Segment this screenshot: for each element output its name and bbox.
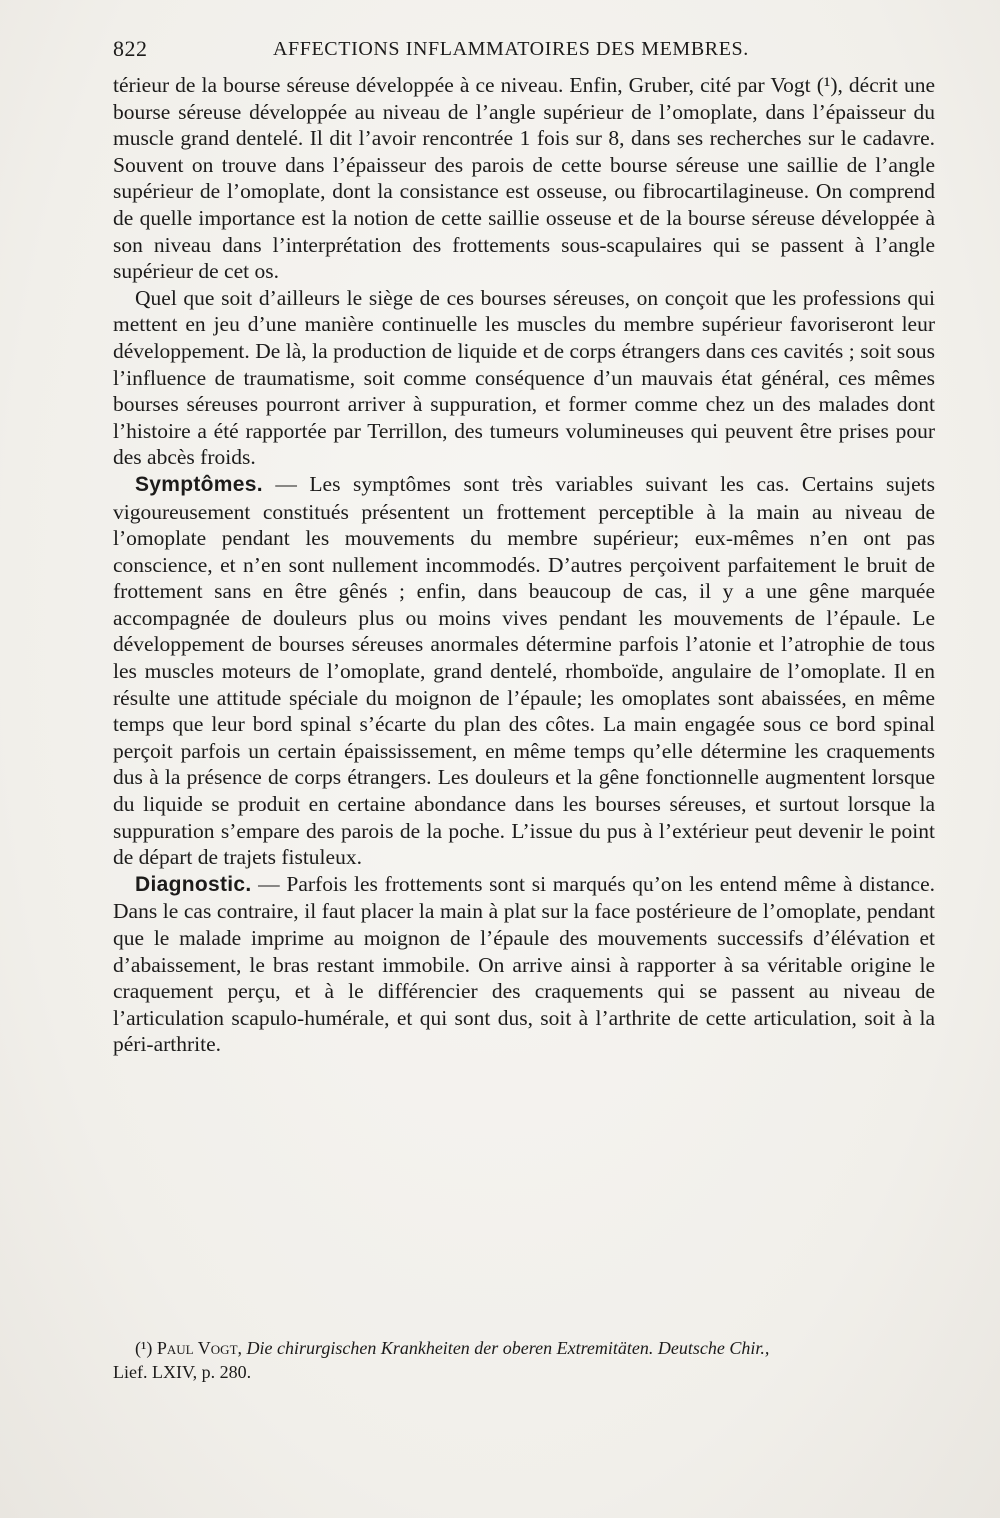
page-number: 822	[113, 36, 148, 61]
paragraph-sieges: Quel que soit d’ailleurs le siège de ces bourses séreuses, on conçoit que les professions qui mettent en jeu d’une manière continuelle les muscles du membre supérieur favoriseront leur développement. De là, la production de liquide et de corps étrangers dans ces cavités ; soit sous l’influence de traumatisme, soit comme conséquence d’un mauvais état général, ces mêmes bourses séreuses pourront arriver à suppuration, et former comme chez un des malades dont l’histoire a été rapportée par Terrillon, des tumeurs volumineuses qui peuvent être prises pour des abcès froids.	[113, 285, 935, 470]
running-head: AFFECTIONS INFLAMMATOIRES DES MEMBRES.	[273, 38, 749, 60]
section-title-symptomes: Symptômes.	[135, 472, 263, 496]
footnote	[113, 1336, 948, 1384]
footnote-author: Paul Vogt,	[156, 1338, 243, 1358]
footnote-title: Die chirurgischen Krankheiten der oberen Extremitäten. Deutsche Chir.,	[246, 1338, 770, 1358]
footnote-reference: Lief. LXIV, p. 280.	[113, 1362, 252, 1382]
section-text-symptomes: — Les symptômes sont très variables suivant les cas. Certains sujets vigoureusement constitués présentent un frottement perceptible à la main au niveau de l’omoplate pendant les mouvements du membre supérieur; eux-mêmes n’en ont pas conscience, et n’en sont nullement incommodés. D’autres perçoivent parfaitement le bruit de frottement sans en être gênés ; enfin, dans beaucoup de cas, il y a une gêne marquée accompagnée de douleurs plus ou moins vives pendant les mouvements de l’épaule. Le développement de bourses séreuses anormales détermine parfois l’atonie et l’atrophie de tous les muscles moteurs de l’omoplate, grand dentelé, rhomboïde, angulaire de l’omoplate. Il en résulte une attitude spéciale du moignon de l’épaule; les omoplates sont abaissées, en même temps que leur bord spinal s’écarte du plan des côtes. La main engagée sous ce bord spinal perçoit parfois un certain épaississement, en même temps qu’elle détermine les craquements dus à la présence de corps étrangers. Les douleurs et la gêne fonctionnelle augmentent lorsque du liquide se produit en certaine abondance dans les bourses séreuses, et surtout lorsque la suppuration s’empare des parois de la poche. L’issue du pus à l’extérieur peut devenir le point de départ de trajets fistuleux.	[113, 471, 935, 870]
body-text	[113, 72, 935, 1058]
section-title-diagnostic: Diagnostic.	[135, 872, 252, 896]
section-diagnostic	[113, 871, 935, 1058]
footnote-marker: (¹)	[135, 1338, 153, 1358]
section-text-diagnostic: — Parfois les frottements sont si marqués qu’on les entend même à distance. Dans le cas contraire, il faut placer la main à plat sur la face postérieure de l’omoplate, pendant que le malade imprime au moignon de l’épaule des mouvements successifs d’élévation et d’abaissement, le bras restant immobile. On arrive ainsi à rapporter à sa véritable origine le craquement perçu, et à le différencier des craquements qui se passent au niveau de l’articulation scapulo-humérale, et qui sont dus, soit à l’arthrite de cette articulation, soit à la péri-arthrite.	[113, 871, 935, 1057]
paragraph-continuation: térieur de la bourse séreuse développée à ce niveau. Enfin, Gruber, cité par Vogt (¹), décrit une bourse séreuse développée au niveau de l’angle supérieur de l’omoplate, dans l’épaisseur du muscle grand dentelé. Il dit l’avoir rencontrée 1 fois sur 8, dans ses recherches sur le cadavre. Souvent on trouve dans l’épaisseur des parois de cette bourse séreuse une saillie de l’angle supérieur de l’omoplate, dont la consistance est osseuse, ou fibrocartilagineuse. On comprend de quelle importance est la notion de cette saillie osseuse et de la bourse séreuse développée à son niveau dans l’interprétation des frottements sous-scapulaires qui se passent à l’angle supérieur de cet os.	[113, 73, 935, 284]
page-header	[113, 36, 948, 66]
section-symptomes	[113, 471, 935, 871]
